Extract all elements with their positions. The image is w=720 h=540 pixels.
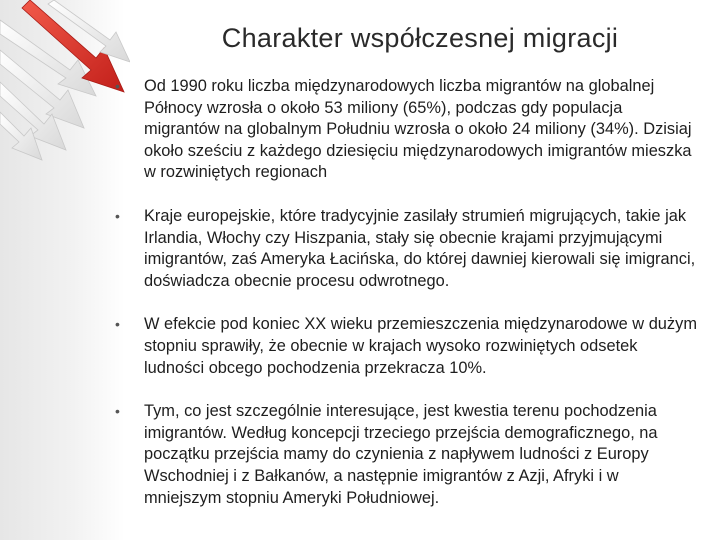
arrows-decoration-icon: [0, 0, 130, 170]
slide-title: Charakter współczesnej migracji: [221, 23, 619, 53]
bullet-item-2: [112, 206, 697, 292]
bullet-text: Kraje europejskie, które tradycyjnie zasilały strumień migrujących, takie jak Irlandia, Włochy czy Hiszpania, stały się obecnie krajami przyjmującymi imigrantów, zaś Ameryka Łacińska, do której dawniej kierowali się imigranci, doświadcza obecnie procesu odwrotnego.: [144, 206, 696, 290]
bullet-item-1: [112, 76, 697, 184]
bullet-text: Tym, co jest szczególnie interesujące, jest kwestia terenu pochodzenia imigrantów. Według koncepcji trzeciego przejścia demograficznego, na początku przejścia mamy do czynienia z napływem ludności z Europy Wschodniej i z Bałkanów, a następnie imigrantów z Azji, Afryki i w mniejszym stopniu Ameryki Południowej.: [144, 402, 658, 507]
bullet-item-4: [112, 401, 697, 509]
bullet-text: Od 1990 roku liczba międzynarodowych liczba migrantów na globalnej Północy wzrosła o około 53 miliony (65%), podczas gdy populacja migrantów na globalnym Południu wzrosła o około 24 miliony (34%). Dzisiaj około sześciu z każdego dziesięciu międzynarodowych imigrantów mieszka w rozwiniętych regionach: [144, 77, 692, 182]
bullet-marker: •: [115, 403, 120, 420]
bullet-marker: •: [115, 207, 120, 224]
bullet-marker: •: [115, 78, 120, 94]
bullet-text: W efekcie pod koniec XX wieku przemieszczenia międzynarodowe w dużym stopniu sprawiły, że obecnie w krajach wysoko rozwiniętych odsetek ludności obcego pochodzenia przekracza 10%.: [144, 315, 697, 377]
bullet-marker: •: [115, 316, 120, 333]
bullet-item-3: [112, 314, 697, 379]
bullet-list: [112, 76, 697, 509]
